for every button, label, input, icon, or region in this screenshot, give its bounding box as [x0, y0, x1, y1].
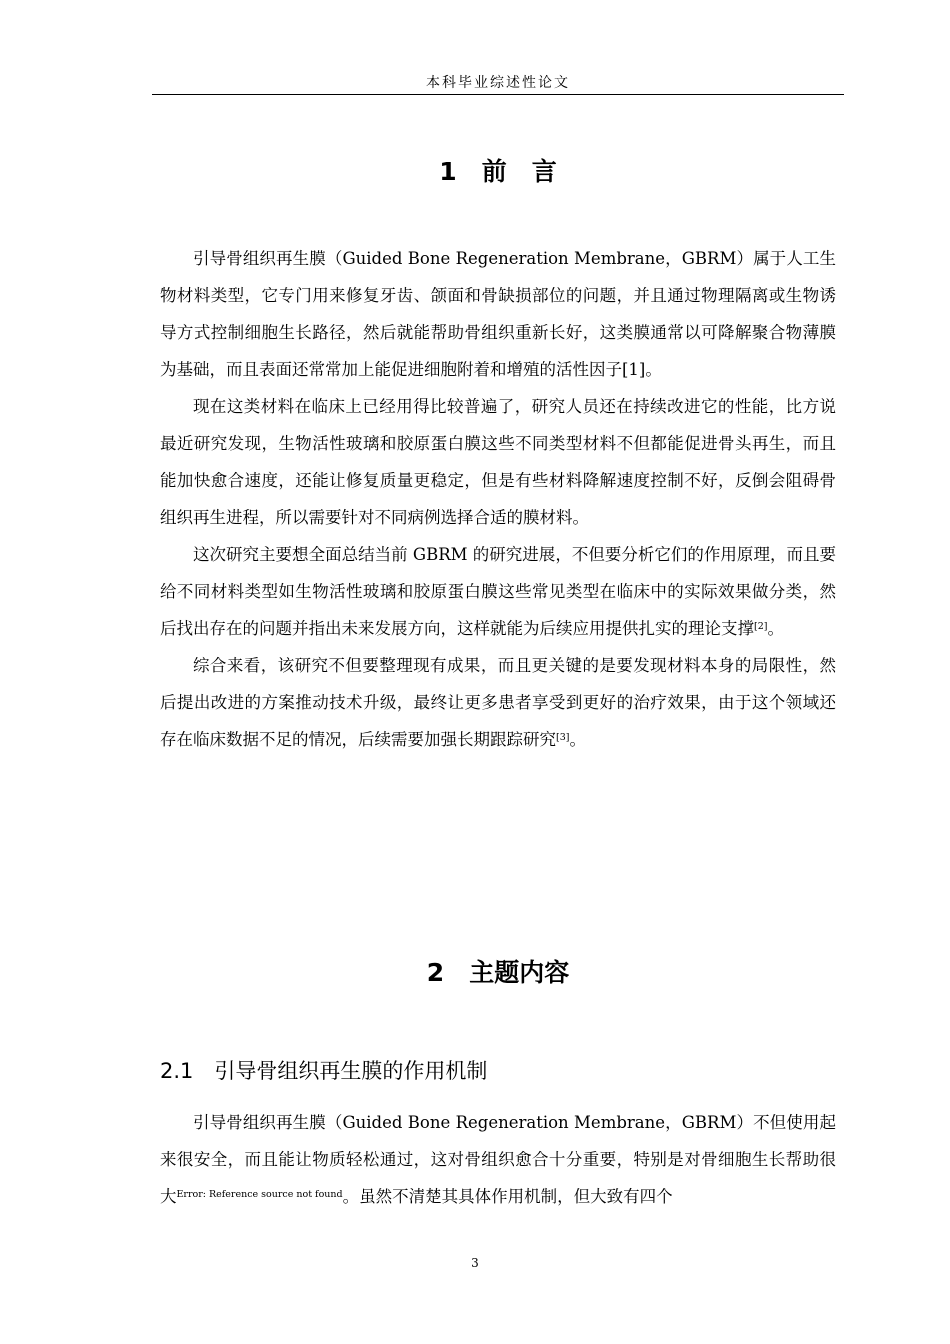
citation-2: [2]: [754, 620, 768, 632]
section-2-heading: 2 主题内容: [426, 958, 570, 987]
paragraph-intro-3: 这次研究主要想全面总结当前 GBRM 的研究进展，不但要分析它们的作用原理，而且要给不同材料类型如生物活性玻璃和胶原蛋白膜这些常见类型在临床中的实际效果做分类，然后找出存在的问题并指出未来发展方向，这样就能为后续应用提供扎实的理论支撑[2]。: [160, 545, 836, 638]
page-number: 3: [471, 1256, 479, 1270]
paragraph-intro-4: 综合来看，该研究不但要整理现有成果，而且更关键的是要发现材料本身的局限性，然后提出改进的方案推动技术升级，最终让更多患者享受到更好的治疗效果，由于这个领域还存在临床数据不足的情况，后续需要加强长期跟踪研究[3]。: [160, 656, 836, 749]
page-header: [152, 72, 844, 95]
section-1-body: [160, 240, 836, 758]
subsection-2-1-body: [160, 1104, 836, 1215]
subsection-2-1-heading: 2.1 引导骨组织再生膜的作用机制: [160, 1059, 488, 1083]
section-1-heading: 1 前 言: [439, 157, 557, 186]
header-title: 本科毕业综述性论文: [426, 75, 570, 91]
paragraph-mechanism: 引导骨组织再生膜（Guided Bone Regeneration Membrane，GBRM）不但使用起来很安全，而且能让物质轻松通过，这对骨组织愈合十分重要，特别是对骨细胞生长帮助很大$^{Error: Reference source not found}$。虽然不清楚其具体作用机制，但大致有四个: [160, 1113, 836, 1206]
citation-error: Error: Reference source not found: [176, 1188, 343, 1200]
paragraph-intro-1: 引导骨组织再生膜（Guided Bone Regeneration Membrane，GBRM）属于人工生物材料类型，它专门用来修复牙齿、颌面和骨缺损部位的问题，并且通过物理隔离或生物诱导方式控制细胞生长路径，然后就能帮助骨组织重新长好，这类膜通常以可降解聚合物薄膜为基础，而且表面还常常加上能促进细胞附着和增殖的活性因子[1]。: [160, 249, 836, 379]
citation-3: [3]: [556, 731, 570, 743]
paragraph-intro-2: 现在这类材料在临床上已经用得比较普遍了，研究人员还在持续改进它的性能，比方说最近研究发现，生物活性玻璃和胶原蛋白膜这些不同类型材料不但都能促进骨头再生，而且能加快愈合速度，还能让修复质量更稳定，但是有些材料降解速度控制不好，反倒会阻碍骨组织再生进程，所以需要针对不同病例选择合适的膜材料。: [160, 397, 836, 527]
